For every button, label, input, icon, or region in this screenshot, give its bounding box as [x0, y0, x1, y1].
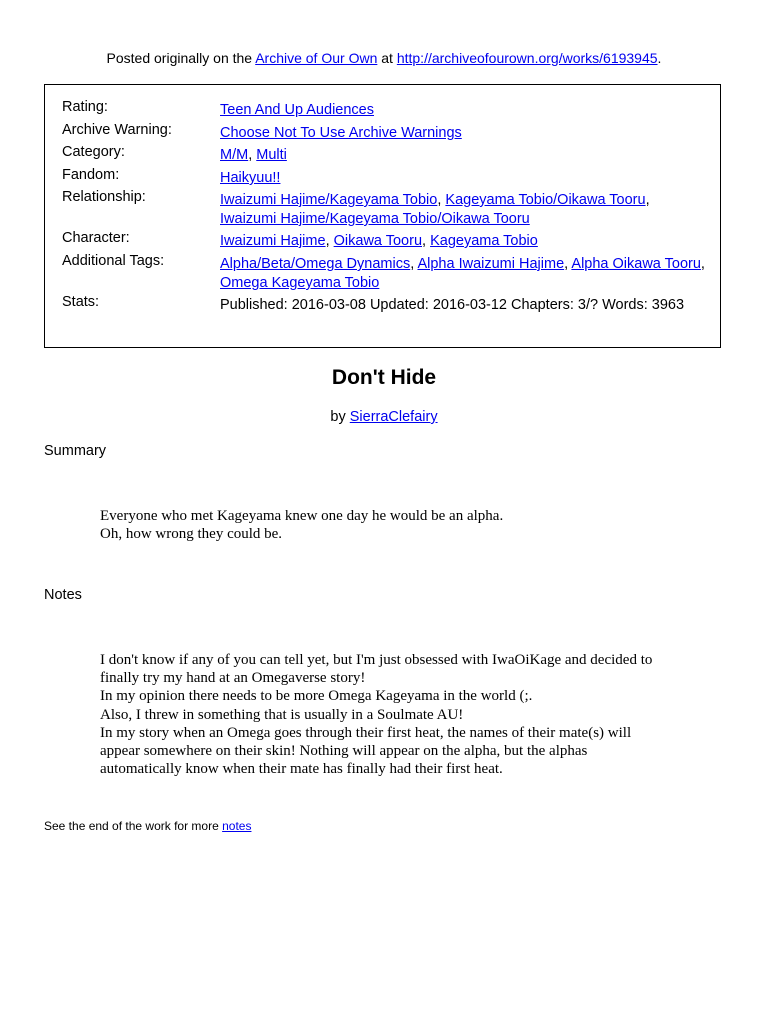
work-title: Don't Hide: [331, 366, 437, 389]
byline: [0, 409, 768, 425]
tag-link-1[interactable]: Alpha/Beta/Omega Dynamics: [220, 256, 411, 272]
character-link-3[interactable]: Kageyama Tobio: [430, 233, 538, 249]
work-url-link[interactable]: http://archiveofourown.org/works/6193945: [396, 50, 658, 66]
character-link-1[interactable]: Iwaizumi Hajime: [220, 233, 326, 249]
category-link-mm[interactable]: M/M: [220, 147, 249, 163]
posted-originally-line: [0, 50, 768, 66]
notes-paragraph: In my opinion there needs to be more Omega Kageyama in the world (;.: [100, 688, 533, 705]
character-value: Iwaizumi Hajime, Oikawa Tooru, Kageyama Tobio: [220, 233, 538, 249]
tag-link-4[interactable]: Omega Kageyama Tobio: [220, 275, 380, 291]
author-link[interactable]: SierraClefairy: [349, 409, 438, 425]
tags-label: Additional Tags:: [62, 253, 165, 269]
character-link-2[interactable]: Oikawa Tooru: [333, 233, 423, 249]
notes-heading: Notes: [44, 587, 82, 603]
relationship-link-2[interactable]: Kageyama Tobio/Oikawa Tooru: [445, 192, 646, 208]
warning-label: Archive Warning:: [62, 122, 172, 138]
summary-heading: Summary: [44, 443, 107, 459]
rating-link[interactable]: Teen And Up Audiences: [220, 102, 374, 118]
stats-label: Stats:: [62, 294, 100, 310]
work-metadata-box: [44, 84, 721, 348]
category-value: M/M, Multi: [220, 147, 287, 163]
fandom-label: Fandom:: [62, 167, 120, 183]
posted-prefix: Posted originally on the: [106, 50, 256, 66]
summary-line: Everyone who met Kageyama knew one day he would be an alpha.: [100, 508, 504, 524]
notes-paragraph: I don't know if any of you can tell yet, but I'm just obsessed with IwaOiKage and decided to finally try my hand at an Omegaverse story!: [100, 652, 653, 687]
archive-link[interactable]: Archive of Our Own: [255, 50, 378, 66]
rating-value: [220, 101, 710, 120]
warning-link[interactable]: Choose Not To Use Archive Warnings: [220, 125, 462, 141]
stats-value: Published: 2016-03-08 Updated: 2016-03-12 Chapters: 3/? Words: 3963: [220, 297, 685, 313]
relationship-label: Relationship:: [62, 189, 146, 205]
tags-value: Alpha/Beta/Omega Dynamics, Alpha Iwaizumi Hajime, Alpha Oikawa Tooru, Omega Kageyama Tobio: [220, 256, 705, 291]
posted-middle: at: [377, 50, 397, 66]
category-label: Category:: [62, 144, 125, 160]
character-label: Character:: [62, 230, 130, 246]
fandom-link[interactable]: Haikyuu!!: [220, 170, 281, 186]
notes-text: [100, 651, 670, 778]
tag-link-3[interactable]: Alpha Oikawa Tooru: [571, 256, 701, 272]
warning-value: [220, 124, 710, 143]
tag-link-2[interactable]: Alpha Iwaizumi Hajime: [417, 256, 565, 272]
end-notes-prefix: See the end of the work for more: [44, 819, 223, 833]
byline-prefix: by: [330, 409, 350, 425]
posted-suffix: .: [657, 50, 662, 66]
end-notes-link[interactable]: notes: [222, 819, 252, 833]
notes-paragraph: In my story when an Omega goes through their first heat, the names of their mate(s) will appear somewhere on their skin! Nothing will appear on the alpha, but the alphas automatically know when their mate has finally had their first heat.: [100, 724, 632, 778]
category-link-multi[interactable]: Multi: [256, 147, 287, 163]
relationship-value: Iwaizumi Hajime/Kageyama Tobio, Kageyama Tobio/Oikawa Tooru, Iwaizumi Hajime/Kageyama Tobio/Oikawa Tooru: [220, 192, 650, 227]
relationship-link-3[interactable]: Iwaizumi Hajime/Kageyama Tobio/Oikawa Tooru: [220, 211, 530, 227]
rating-label: Rating:: [62, 99, 108, 115]
notes-paragraph: Also, I threw in something that is usually in a Soulmate AU!: [100, 706, 464, 723]
end-notes-line: [44, 819, 251, 833]
summary-line: Oh, how wrong they could be.: [100, 526, 283, 543]
relationship-link-1[interactable]: Iwaizumi Hajime/Kageyama Tobio: [220, 192, 438, 208]
summary-text: [100, 507, 680, 543]
fandom-value: [220, 169, 710, 188]
